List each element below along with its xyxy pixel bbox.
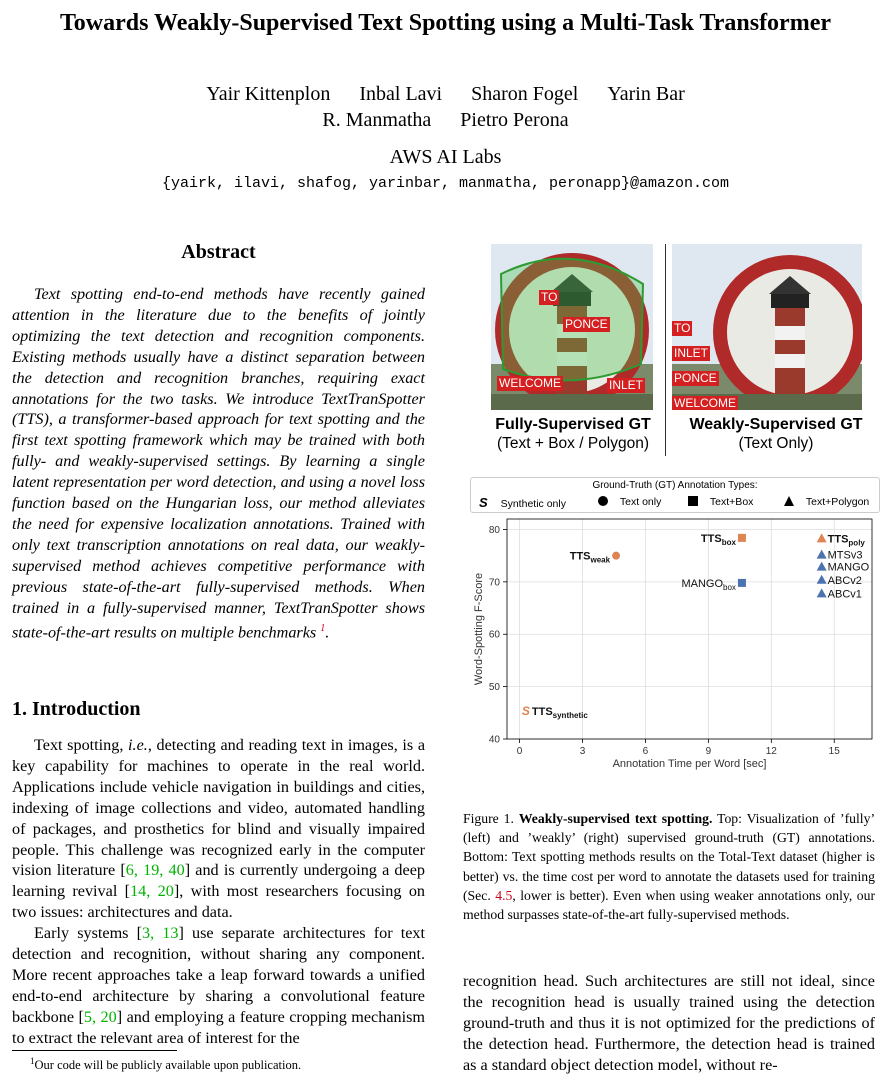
introduction-body xyxy=(12,735,425,1049)
data-point-tts-poly xyxy=(817,533,827,542)
text-run: Text spotting, xyxy=(34,736,129,754)
data-label: $TTS_{weak}$ xyxy=(569,550,611,565)
figure-caption xyxy=(463,809,875,924)
data-label: ABCv2 xyxy=(827,574,862,587)
fully-supervised-image xyxy=(491,244,653,410)
paper-title: Towards Weakly-Supervised Text Spotting using a Multi-Task Transformer xyxy=(59,10,832,36)
author: Inbal Lavi xyxy=(359,83,443,105)
x-tick-label: 15 xyxy=(828,746,840,757)
intro-paragraph-1 xyxy=(12,735,425,923)
text-run: , detecting and reading text in images, is a key capability for machines to operate in the real world. Applications include vehicle navigation in buildings and cities, indexing of image collections and video, automated handling of packages, and prosthetics for blind and visually impaired people. This challenge was recognized early in the computer vision literature [ xyxy=(12,736,426,880)
legend-item-synthetic xyxy=(479,495,566,510)
data-point-mango-box xyxy=(738,579,746,587)
data-point-abcv2 xyxy=(817,575,827,584)
data-points xyxy=(522,533,870,720)
x-tick-label: 3 xyxy=(579,746,586,757)
gt-label: WELCOME xyxy=(674,396,737,410)
author: R. Manmatha xyxy=(322,109,432,131)
data-point-tts-weak xyxy=(612,552,620,560)
citation-link[interactable]: 3, 13 xyxy=(142,924,179,943)
legend-label: Text+Box xyxy=(709,496,754,508)
footnote-ref[interactable]: 1 xyxy=(320,622,326,634)
y-tick-label: 80 xyxy=(488,524,500,536)
legend-item-text-only xyxy=(597,495,661,508)
citation-link[interactable]: 6, 19, 40 xyxy=(125,861,185,880)
square-marker-icon xyxy=(687,495,699,507)
data-label: $MANGO_{box}$ xyxy=(681,577,736,592)
y-tick-label: 50 xyxy=(488,682,500,694)
section-ref-link[interactable]: 4.5 xyxy=(495,887,513,903)
y-tick-label: 70 xyxy=(488,577,500,589)
author-emails: {yairk, ilavi, shafog, yarinbar, manmatha, peronapp}@amazon.com xyxy=(161,175,730,192)
chart-grid xyxy=(507,519,872,739)
data-point-tts-box xyxy=(738,534,746,542)
legend-item-text-polygon xyxy=(783,495,869,508)
plot-frame xyxy=(507,519,872,739)
gt-label: WELCOME xyxy=(499,376,562,390)
citation-link[interactable]: 14, 20 xyxy=(130,882,174,901)
data-point-mango xyxy=(817,562,827,571)
citation-link[interactable]: 5, 20 xyxy=(83,1007,117,1026)
weakly-supervised-subcaption: (Text Only) xyxy=(738,435,814,452)
section-heading-introduction: 1. Introduction xyxy=(12,698,141,720)
authors-line-2 xyxy=(0,109,891,132)
authors-line-1 xyxy=(0,83,891,106)
caption-text: Top: Visualization of ’fully’ (left) and ’weakly’ (right) supervised ground-truth (GT) annotations. Bottom: Text spotting methods results on the Total-Text dataset (higher is better) vs. the time cost per word to annotate the datasets used for training (Sec. xyxy=(463,811,875,903)
gt-label: TO xyxy=(674,321,691,335)
data-label: $TTS_{synthetic}$ xyxy=(531,706,588,721)
column-2-body xyxy=(463,971,875,1076)
abstract-heading: Abstract xyxy=(181,241,256,263)
author: Yair Kittenplon xyxy=(206,83,331,105)
data-label: MANGO xyxy=(827,561,870,574)
caption-title: Weakly-supervised text spotting. xyxy=(518,811,713,826)
chart-legend xyxy=(470,477,880,513)
gt-label: TO xyxy=(541,290,558,304)
footnote-rule xyxy=(12,1050,177,1051)
caption-label: Figure 1. xyxy=(463,811,514,826)
gt-label: INLET xyxy=(609,378,644,392)
synthetic-marker-icon: S xyxy=(479,495,488,510)
data-point-tts-synthetic: S xyxy=(521,704,530,719)
circle-marker-icon xyxy=(597,495,609,507)
author: Pietro Perona xyxy=(460,109,569,131)
text-run: ] use separate architectures for text detection and recognition, without sharing any component. More recent approaches take a leap forward towards a unified end-to-end architecture by sharing a convolutional feature backbone [ xyxy=(12,924,425,1026)
data-label: $TTS_{poly}$ xyxy=(827,533,865,548)
data-label: $TTS_{box}$ xyxy=(700,532,736,547)
abstract-text: Text spotting end-to-end methods have recently gained attention in the literature due to the benefits of jointly optimizing the text detection and recognition components. Existing methods usually have a distinct separation between the detection and recognition branches, requiring exact annotations for the two tasks. We introduce TextTranSpotter (TTS), a transformer-based approach for text spotting and the first text spotting framework which may be trained with both fully- and weakly-supervised settings. By learning a single latent representation per word detection, and using a novel loss function based on the Hungarian loss, our method alleviates the need for expensive localization annotations. Trained with only text transcription annotations on real data, our weakly-supervised method achieves competitive performance with previous state-of-the-art fully-supervised methods. When trained in a fully-supervised manner, TextTranSpotter shows state-of-the-art results on multiple benchmarks xyxy=(12,285,425,641)
caption-text: , lower is better). Even when using weaker annotations only, our method surpasses state-of-the-art fully-supervised methods. xyxy=(463,887,876,923)
data-label: ABCv1 xyxy=(827,588,862,601)
text-run: Early systems [ xyxy=(34,924,142,943)
x-tick-label: 9 xyxy=(705,746,712,757)
data-label: MTSv3 xyxy=(827,549,863,562)
fully-supervised-subcaption: (Text + Box / Polygon) xyxy=(496,435,650,452)
legend-label: Synthetic only xyxy=(500,498,566,510)
weakly-supervised-image xyxy=(672,244,862,410)
text-run: ], with most researchers focusing on two issues: architectures and data. xyxy=(12,882,426,922)
author: Yarin Bar xyxy=(607,83,685,105)
x-axis-label: Annotation Time per Word [sec] xyxy=(612,758,767,770)
x-tick-label: 6 xyxy=(642,746,649,757)
footnote-mark: 1 xyxy=(30,1056,35,1066)
triangle-marker-icon xyxy=(783,495,795,507)
legend-item-text-box xyxy=(687,495,753,508)
intro-paragraph-2 xyxy=(12,923,425,1048)
abstract-body xyxy=(12,284,425,643)
x-tick-label: 0 xyxy=(516,746,523,757)
affiliation: AWS AI Labs xyxy=(389,146,502,168)
legend-title: Ground-Truth (GT) Annotation Types: xyxy=(592,480,758,491)
fully-supervised-caption: Fully-Supervised GT xyxy=(495,416,651,433)
scatter-chart xyxy=(462,515,882,773)
y-tick-label: 60 xyxy=(488,629,500,641)
text-run: i.e. xyxy=(128,736,148,754)
author: Sharon Fogel xyxy=(471,83,579,105)
legend-label: Text only xyxy=(619,496,662,508)
footnote xyxy=(30,1056,301,1073)
data-point-abcv1 xyxy=(817,588,827,597)
gt-label: PONCE xyxy=(565,317,608,331)
axis-ticks xyxy=(489,525,840,757)
footnote-text: Our code will be publicly available upon publication. xyxy=(34,1058,302,1073)
legend-label: Text+Polygon xyxy=(805,496,870,508)
text-run: ] and employing a feature cropping mechanism to extract the relevant area of interest for the xyxy=(12,1007,425,1047)
y-axis-label: Word-Spotting F-Score xyxy=(473,572,485,686)
data-point-mtsv3 xyxy=(817,550,827,559)
gt-label: INLET xyxy=(674,346,709,360)
abstract-end: . xyxy=(325,622,330,641)
text-run: ] and is currently undergoing a deep learning revival [ xyxy=(12,861,425,901)
weakly-supervised-caption: Weakly-Supervised GT xyxy=(689,416,863,433)
x-tick-label: 12 xyxy=(765,746,777,757)
y-tick-label: 40 xyxy=(488,734,500,746)
gt-label: PONCE xyxy=(674,371,717,385)
column-2-paragraph: recognition head. Such architectures are still not ideal, since the recognition head is usually trained using the detection ground-truth and thus it is not optimized for the predictions of the detection head. Furthermore, the detection head is trained as a standard object detection model, without re- xyxy=(463,972,875,1074)
